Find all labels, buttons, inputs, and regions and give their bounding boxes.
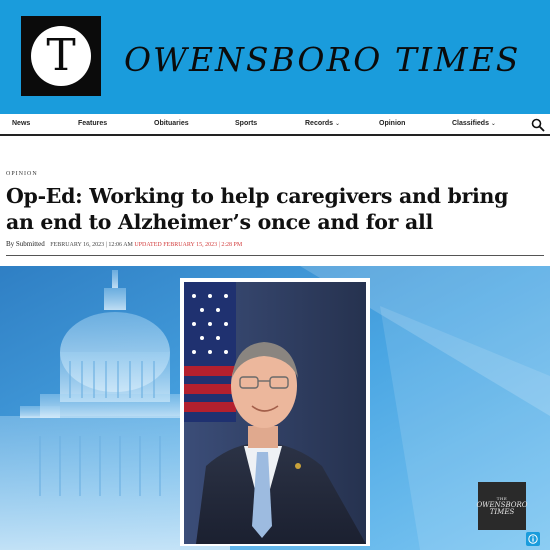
updated-date: UPDATED FEBRUARY 15, 2023 | 2:28 PM	[134, 242, 243, 248]
nav-item-obituaries[interactable]: Obituaries	[154, 120, 189, 127]
nav-item-records[interactable]: Records ⌄	[305, 120, 340, 127]
watermark-line-1: THE	[496, 495, 508, 501]
owensboro-times-watermark	[478, 482, 526, 530]
article-category[interactable]: OPINION	[6, 171, 38, 177]
logo-letter: T	[31, 26, 91, 86]
site-logo[interactable]	[21, 16, 101, 96]
watermark-line-3: TIMES	[489, 507, 515, 516]
divider	[6, 255, 544, 256]
feature-image[interactable]	[0, 266, 550, 550]
info-glyph-icon	[528, 534, 538, 544]
watermark-line-2: OWENSBORO	[476, 500, 528, 509]
info-icon[interactable]	[526, 532, 540, 546]
masthead	[0, 0, 550, 114]
publish-date: FEBRUARY 16, 2023 | 12:06 AM	[50, 242, 133, 248]
nav-item-sports[interactable]: Sports	[235, 120, 258, 127]
nav-item-features[interactable]: Features	[78, 120, 108, 127]
nav-item-opinion[interactable]: Opinion	[379, 120, 406, 127]
feature-illustration	[0, 266, 550, 550]
byline-author: By Submitted	[6, 240, 45, 248]
chevron-down-icon: ⌄	[334, 121, 340, 127]
nav-item-news[interactable]: News	[12, 120, 31, 127]
nav-item-classifieds[interactable]: Classifieds ⌄	[452, 120, 496, 127]
article-byline	[6, 240, 546, 248]
main-nav	[0, 114, 550, 136]
search-icon[interactable]	[531, 118, 545, 132]
site-title[interactable]: OWENSBORO TIMES	[124, 40, 521, 79]
portrait-photo	[180, 278, 370, 546]
chevron-down-icon: ⌄	[490, 121, 496, 127]
article-headline: Op-Ed: Working to help caregivers and bring an end to Alzheimer’s once and for all	[6, 184, 509, 234]
